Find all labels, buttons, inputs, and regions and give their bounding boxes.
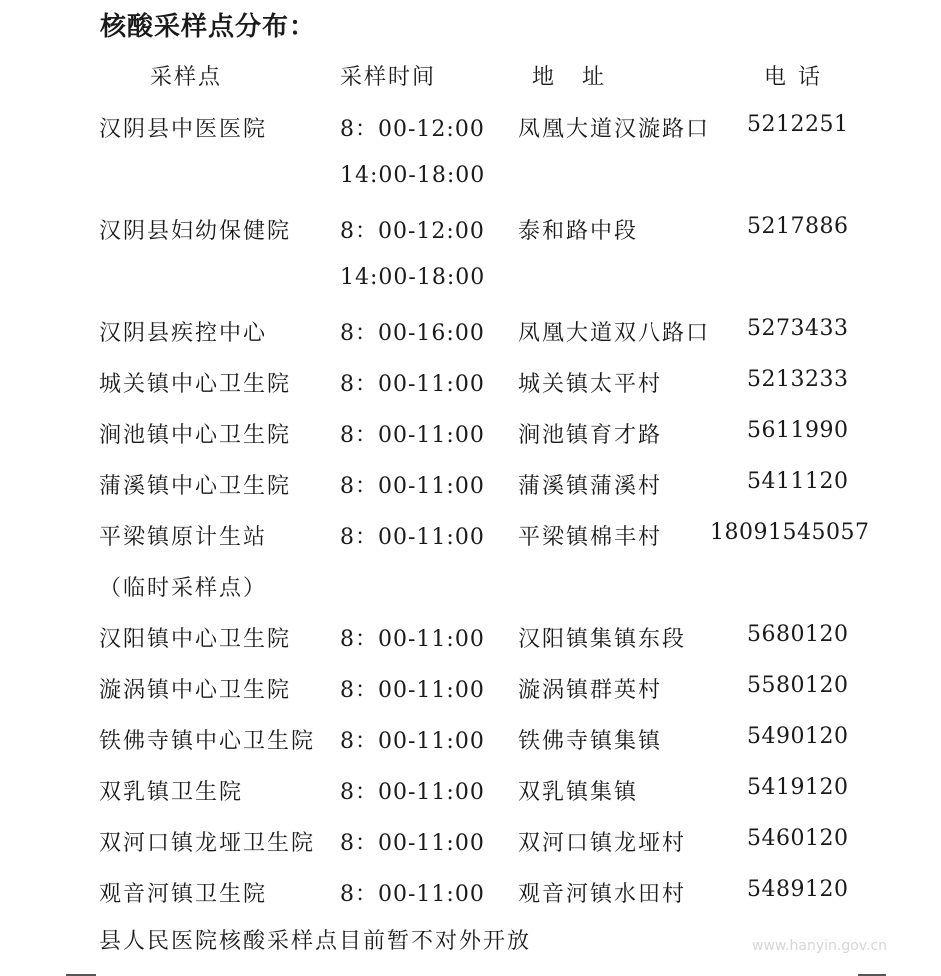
site-phone: 5489120 (747, 877, 849, 902)
table-row (0, 567, 941, 618)
site-address: 漩涡镇群英村 (518, 678, 663, 703)
sampling-time: 8：00-11:00 (340, 423, 485, 448)
table-row (0, 108, 941, 159)
table-header (0, 60, 941, 94)
site-phone: 5490120 (747, 724, 849, 749)
sampling-time: 8：00-11:00 (340, 474, 485, 499)
site-name: 漩涡镇中心卫生院 (99, 678, 292, 703)
sampling-time: 8：00-11:00 (340, 882, 485, 907)
table-row (0, 720, 941, 771)
site-name: 汉阴县中医医院 (99, 117, 268, 142)
site-name: 汉阴县妇幼保健院 (99, 219, 292, 244)
sampling-time: 8：00-16:00 (340, 321, 485, 346)
header-site: 采样点 (150, 65, 223, 90)
site-phone: 5419120 (747, 775, 849, 800)
site-phone: 5411120 (747, 469, 849, 494)
sampling-time: 14:00-18:00 (340, 265, 486, 290)
site-name: （临时采样点） (99, 576, 268, 601)
sampling-time: 8：00-11:00 (340, 525, 485, 550)
sampling-time: 8：00-11:00 (340, 831, 485, 856)
table-row (0, 618, 941, 669)
header-phone: 电话 (764, 65, 833, 90)
table-row (0, 363, 941, 414)
table-row (0, 210, 941, 261)
table-row (0, 312, 941, 363)
page-title: 核酸采样点分布： (100, 12, 317, 42)
site-name: 双河口镇龙垭卫生院 (99, 831, 316, 856)
site-address: 平梁镇棉丰村 (518, 525, 663, 550)
sampling-time: 8：00-11:00 (340, 729, 485, 754)
site-address: 铁佛寺镇集镇 (518, 729, 663, 754)
site-name: 汉阳镇中心卫生院 (99, 627, 292, 652)
site-phone: 5460120 (747, 826, 849, 851)
watermark: www.hanyin.gov.cn (752, 938, 888, 954)
site-name: 汉阴县疾控中心 (99, 321, 268, 346)
table-row (0, 465, 941, 516)
table-row (0, 414, 941, 465)
site-phone: 5580120 (747, 673, 849, 698)
site-address: 凤凰大道双八路口 (518, 321, 711, 346)
site-phone: 5213233 (747, 367, 849, 392)
site-phone: 5680120 (747, 622, 849, 647)
sampling-time: 8：00-11:00 (340, 627, 485, 652)
sampling-time: 8：00-11:00 (340, 678, 485, 703)
header-time: 采样时间 (340, 65, 437, 90)
sampling-site-table (0, 108, 941, 924)
site-phone: 5217886 (747, 214, 849, 239)
site-name: 涧池镇中心卫生院 (99, 423, 292, 448)
sampling-time: 8：00-12:00 (340, 219, 485, 244)
site-address: 城关镇太平村 (518, 372, 663, 397)
site-name: 铁佛寺镇中心卫生院 (99, 729, 316, 754)
table-row (0, 771, 941, 822)
table-row (0, 516, 941, 567)
site-address: 汉阳镇集镇东段 (518, 627, 687, 652)
header-address: 地址 (532, 65, 633, 90)
site-address: 凤凰大道汉漩路口 (518, 117, 711, 142)
site-phone: 5611990 (747, 418, 849, 443)
sampling-time: 14:00-18:00 (340, 163, 486, 188)
site-address: 双河口镇龙垭村 (518, 831, 687, 856)
table-row (0, 159, 941, 210)
site-name: 城关镇中心卫生院 (99, 372, 292, 397)
site-address: 蒲溪镇蒲溪村 (518, 474, 663, 499)
site-name: 双乳镇卫生院 (99, 780, 244, 805)
site-address: 双乳镇集镇 (518, 780, 639, 805)
table-row (0, 873, 941, 924)
sampling-time: 8：00-11:00 (340, 780, 485, 805)
sampling-time: 8：00-12:00 (340, 117, 485, 142)
site-phone: 18091545057 (710, 520, 870, 545)
site-name: 平梁镇原计生站 (99, 525, 268, 550)
table-row (0, 261, 941, 312)
site-phone: 5212251 (747, 112, 849, 137)
site-name: 蒲溪镇中心卫生院 (99, 474, 292, 499)
table-row (0, 822, 941, 873)
table-row (0, 669, 941, 720)
site-phone: 5273433 (747, 316, 849, 341)
site-address: 泰和路中段 (518, 219, 639, 244)
site-address: 涧池镇育才路 (518, 423, 663, 448)
site-address: 观音河镇水田村 (518, 882, 687, 907)
site-name: 观音河镇卫生院 (99, 882, 268, 907)
sampling-time: 8：00-11:00 (340, 372, 485, 397)
footer-note: 县人民医院核酸采样点目前暂不对外开放 (99, 929, 532, 954)
